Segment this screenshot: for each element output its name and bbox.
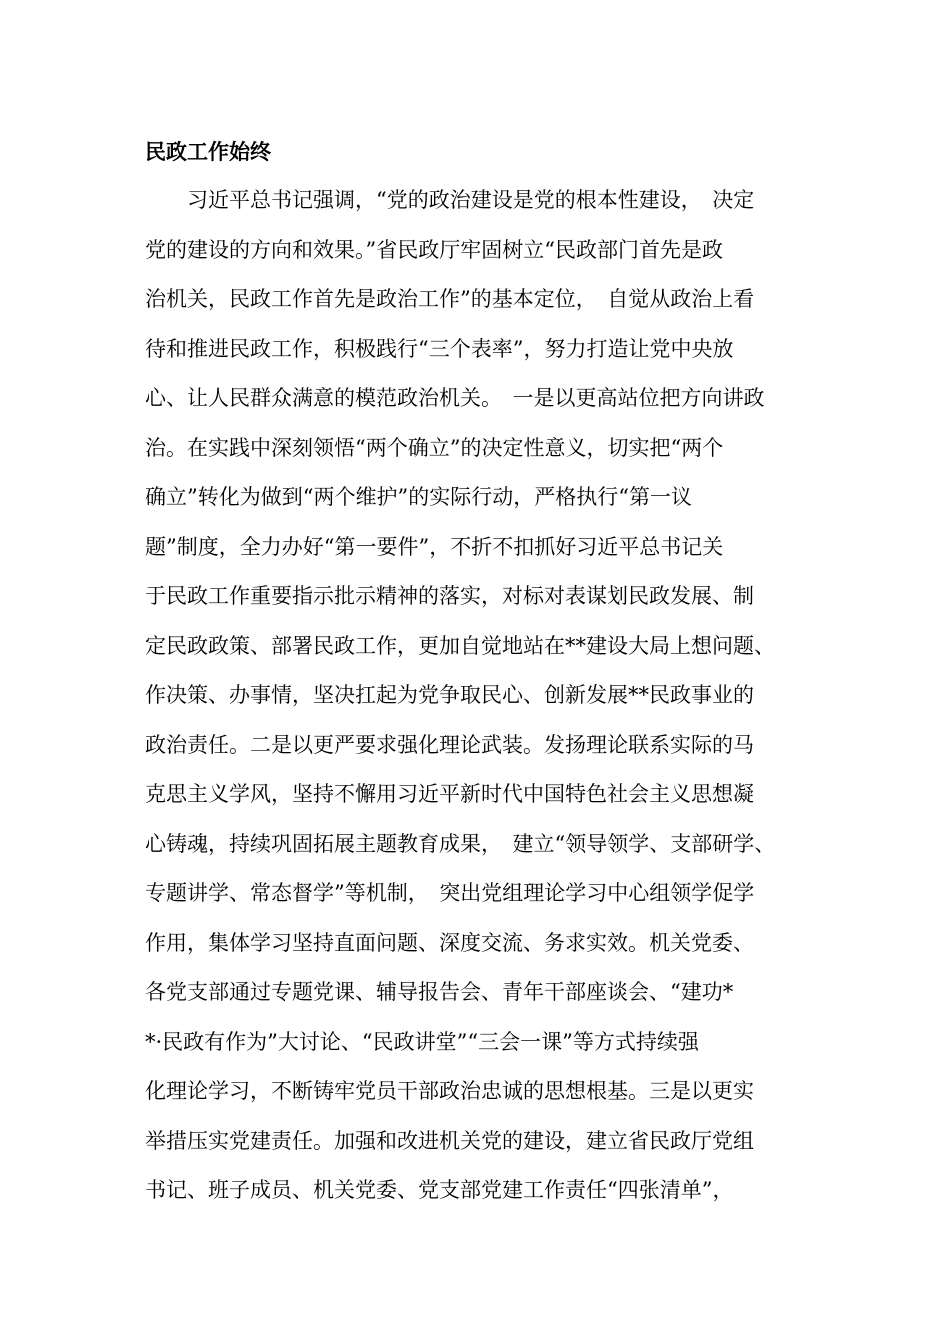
text-line: 化理论学习，不断铸牢党员干部政治忠诚的思想根基。三是以更实 — [145, 1079, 754, 1103]
text-line: 作决策、办事情，坚决扛起为党争取民心、创新发展**民政事业的 — [145, 683, 754, 707]
section-heading: 民政工作始终 — [145, 140, 271, 164]
text-line: 专题讲学、常态督学”等机制， 突出党组理论学习中心组领学促学 — [145, 881, 755, 905]
text-line: 作用，集体学习坚持直面问题、深度交流、务求实效。机关党委、 — [145, 930, 754, 955]
text-line: 政治责任。二是以更严要求强化理论武装。发扬理论联系实际的马 — [145, 732, 754, 757]
text-line: 书记、班子成员、机关党委、党支部党建工作责任“四张清单”， — [145, 1178, 734, 1202]
text-line: 心、让人民群众满意的模范政治机关。 一是以更高站位把方向讲政 — [145, 386, 765, 410]
text-line: 各党支部通过专题党课、辅导报告会、青年干部座谈会、“建功* — [145, 980, 734, 1004]
text-line: 党的建设的方向和效果。”省民政厅牢固树立“民政部门首先是政 — [145, 237, 723, 262]
text-line: 举措压实党建责任。加强和改进机关党的建设，建立省民政厅党组 — [145, 1128, 754, 1153]
text-line: 治。在实践中深刻领悟“两个确立”的决定性意义，切实把“两个 — [145, 435, 724, 460]
text-line: 题”制度，全力办好“第一要件”，不折不扣抓好习近平总书记关 — [145, 534, 724, 559]
text-line: 于民政工作重要指示批示精神的落实，对标对表谋划民政发展、制 — [145, 584, 754, 608]
text-line: 待和推进民政工作，积极践行“三个表率”，努力打造让党中央放 — [145, 336, 734, 361]
text-line: 定民政政策、部署民政工作，更加自觉地站在**建设大局上想问题、 — [145, 633, 775, 658]
text-line: 确立”转化为做到“两个维护”的实际行动，严格执行“第一议 — [145, 485, 692, 509]
text-line: *·民政有作为”大讨论、“民政讲堂”“三会一课”等方式持续强 — [145, 1029, 699, 1054]
text-line: 心铸魂，持续巩固拓展主题教育成果， 建立“领导领学、支部研学、 — [145, 831, 776, 856]
body-paragraph — [145, 185, 835, 1225]
text-line: 习近平总书记强调，“党的政治建设是党的根本性建设， 决定 — [145, 188, 755, 212]
text-line: 克思主义学风，坚持不懈用习近平新时代中国特色社会主义思想凝 — [145, 782, 754, 806]
text-line: 治机关，民政工作首先是政治工作”的基本定位， 自觉从政治上看 — [145, 287, 755, 311]
